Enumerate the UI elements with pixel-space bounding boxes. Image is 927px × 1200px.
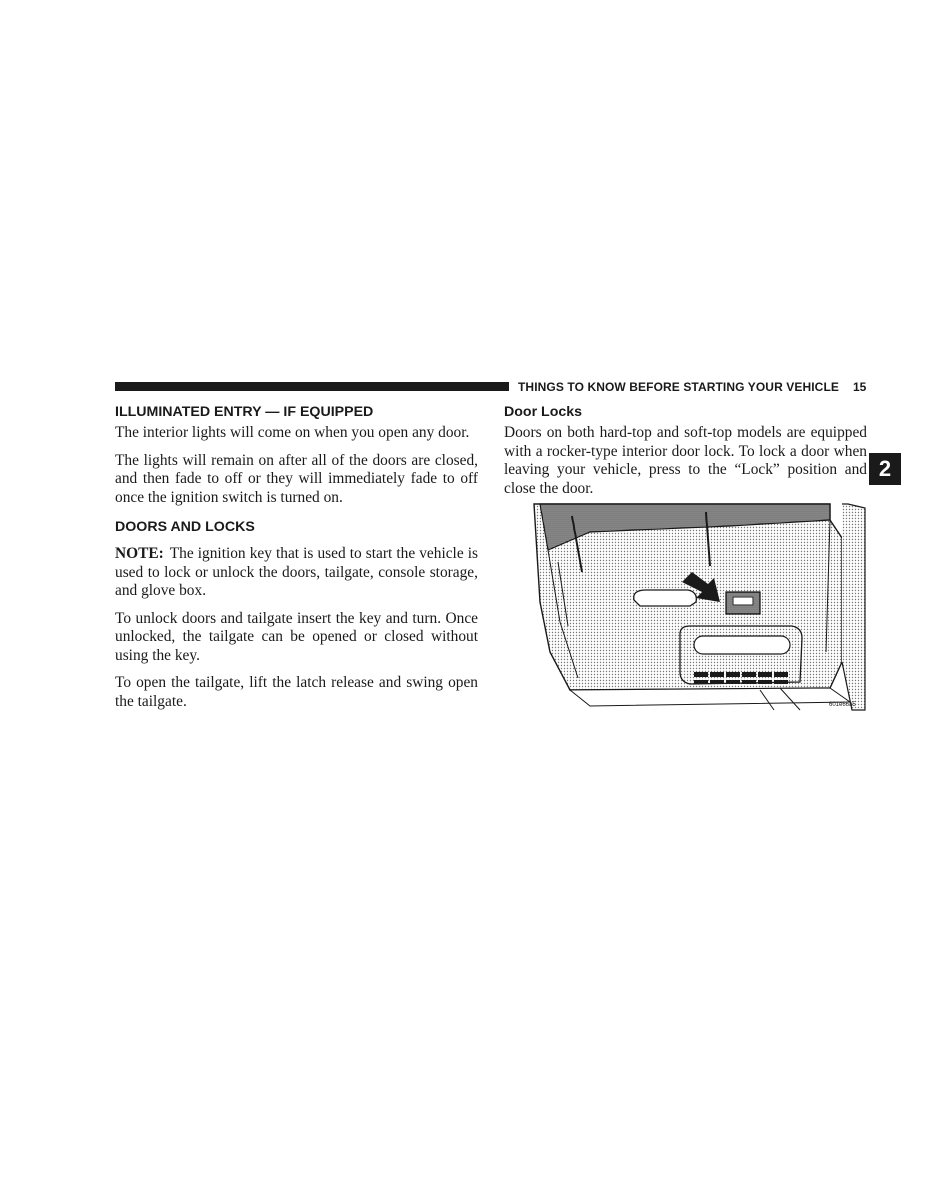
door-locks-heading: Door Locks: [504, 404, 583, 420]
illuminated-paragraph-2: The lights will remain on after all of the doors are closed, and then fade to off or they will immediately fade to off once the ignition switch is turned on.: [115, 451, 478, 506]
left-column: [115, 404, 478, 720]
running-header-title: THINGS TO KNOW BEFORE STARTING YOUR VEHICLE: [518, 380, 839, 394]
tailgate-paragraph: To open the tailgate, lift the latch release and swing open the tailgate.: [115, 674, 478, 710]
header-rule: [115, 382, 509, 391]
door-locks-paragraph: Doors on both hard-top and soft-top models are equipped with a rocker-type interior door lock. To lock a door when leaving your vehicle, press to the “Lock” position and close the door.: [504, 424, 867, 497]
note-label: NOTE:: [115, 545, 164, 562]
note-paragraph: [115, 545, 478, 601]
door-lock-illustration: [530, 502, 867, 712]
page-number: 15: [853, 380, 867, 394]
figure-code: 601e66a5: [829, 702, 856, 708]
chapter-tab: 2: [869, 453, 901, 485]
illuminated-entry-heading: ILLUMINATED ENTRY — IF EQUIPPED: [115, 404, 374, 420]
illuminated-paragraph-1: The interior lights will come on when you open any door.: [115, 424, 470, 441]
note-text: The ignition key that is used to start the vehicle is used to lock or unlock the doors, tailgate, console storage, and glove box.: [115, 545, 478, 599]
right-column: [504, 404, 867, 507]
unlock-paragraph: To unlock doors and tailgate insert the key and turn. Once unlocked, the tailgate can be opened or closed without using the key.: [115, 609, 478, 664]
doors-and-locks-heading: DOORS AND LOCKS: [115, 519, 255, 535]
